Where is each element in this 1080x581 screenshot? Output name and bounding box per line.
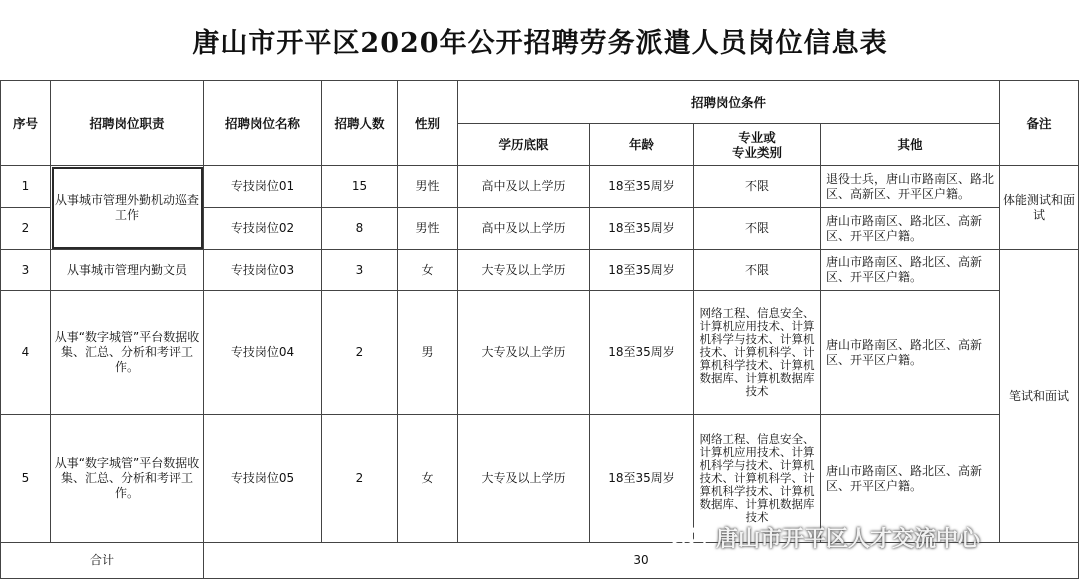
row-major: 网络工程、信息安全、计算机应用技术、计算机科学与技术、计算机技术、计算机科学、计算机科学技术、计算机数据库、计算机数据库技术 <box>694 291 821 415</box>
row-age: 18至35周岁 <box>590 291 694 415</box>
watermark-text: 唐山市开平区人才交流中心 <box>716 526 981 552</box>
header-conditions: 招聘岗位条件 <box>458 81 1000 124</box>
header-remark: 备注 <box>1000 81 1079 166</box>
row-gender: 男 <box>398 291 458 415</box>
row-count: 8 <box>322 208 398 250</box>
table-row <box>1 166 1079 208</box>
table-row <box>1 291 1079 415</box>
row-remark: 体能测试和面试 <box>1000 166 1079 250</box>
row-gender: 女 <box>398 250 458 291</box>
row-seq: 3 <box>1 250 51 291</box>
header-count: 招聘人数 <box>322 81 398 166</box>
header-gender: 性别 <box>398 81 458 166</box>
row-education: 高中及以上学历 <box>458 208 590 250</box>
header-education: 学历底限 <box>458 124 590 166</box>
wechat-icon <box>668 522 708 552</box>
row-education: 高中及以上学历 <box>458 166 590 208</box>
header-name: 招聘岗位名称 <box>204 81 322 166</box>
row-seq: 2 <box>1 208 51 250</box>
row-age: 18至35周岁 <box>590 250 694 291</box>
row-seq: 5 <box>1 415 51 543</box>
row-major: 不限 <box>694 250 821 291</box>
row-major: 不限 <box>694 166 821 208</box>
row-name: 专技岗位03 <box>204 250 322 291</box>
row-age: 18至35周岁 <box>590 415 694 543</box>
row-count: 3 <box>322 250 398 291</box>
row-other: 唐山市路南区、路北区、高新区、开平区户籍。 <box>821 208 1000 250</box>
row-count: 15 <box>322 166 398 208</box>
row-duty[interactable]: 从事城市管理外勤机动巡查工作 <box>51 166 204 250</box>
job-table <box>0 80 1079 579</box>
row-seq: 4 <box>1 291 51 415</box>
row-duty: 从事“数字城管”平台数据收集、汇总、分析和考评工作。 <box>51 415 204 543</box>
row-name: 专技岗位04 <box>204 291 322 415</box>
row-name: 专技岗位01 <box>204 166 322 208</box>
header-duty: 招聘岗位职责 <box>51 81 204 166</box>
row-seq: 1 <box>1 166 51 208</box>
row-remark: 笔试和面试 <box>1000 250 1079 543</box>
row-name: 专技岗位05 <box>204 415 322 543</box>
total-value: 30 <box>204 543 1079 579</box>
header-other: 其他 <box>821 124 1000 166</box>
row-other: 唐山市路南区、路北区、高新区、开平区户籍。 <box>821 291 1000 415</box>
row-major: 网络工程、信息安全、计算机应用技术、计算机科学与技术、计算机技术、计算机科学、计算机科学技术、计算机数据库、计算机数据库技术 <box>694 415 821 543</box>
row-other: 唐山市路南区、路北区、高新区、开平区户籍。 <box>821 415 1000 543</box>
row-count: 2 <box>322 415 398 543</box>
row-gender: 男性 <box>398 208 458 250</box>
header-age: 年龄 <box>590 124 694 166</box>
row-age: 18至35周岁 <box>590 208 694 250</box>
row-major: 不限 <box>694 208 821 250</box>
page-title: 唐山市开平区2020年公开招聘劳务派遣人员岗位信息表 <box>192 27 888 59</box>
row-other: 唐山市路南区、路北区、高新区、开平区户籍。 <box>821 250 1000 291</box>
header-seq: 序号 <box>1 81 51 166</box>
row-education: 大专及以上学历 <box>458 415 590 543</box>
row-gender: 男性 <box>398 166 458 208</box>
row-duty: 从事“数字城管”平台数据收集、汇总、分析和考评工作。 <box>51 291 204 415</box>
total-label: 合计 <box>1 543 204 579</box>
row-name: 专技岗位02 <box>204 208 322 250</box>
row-count: 2 <box>322 291 398 415</box>
row-gender: 女 <box>398 415 458 543</box>
table-row <box>1 250 1079 291</box>
header-major: 专业或 专业类别 <box>694 124 821 166</box>
row-education: 大专及以上学历 <box>458 291 590 415</box>
row-age: 18至35周岁 <box>590 166 694 208</box>
row-other: 退役士兵，唐山市路南区、路北区、高新区、开平区户籍。 <box>821 166 1000 208</box>
row-duty: 从事城市管理内勤文员 <box>51 250 204 291</box>
watermark <box>668 519 980 555</box>
row-education: 大专及以上学历 <box>458 250 590 291</box>
